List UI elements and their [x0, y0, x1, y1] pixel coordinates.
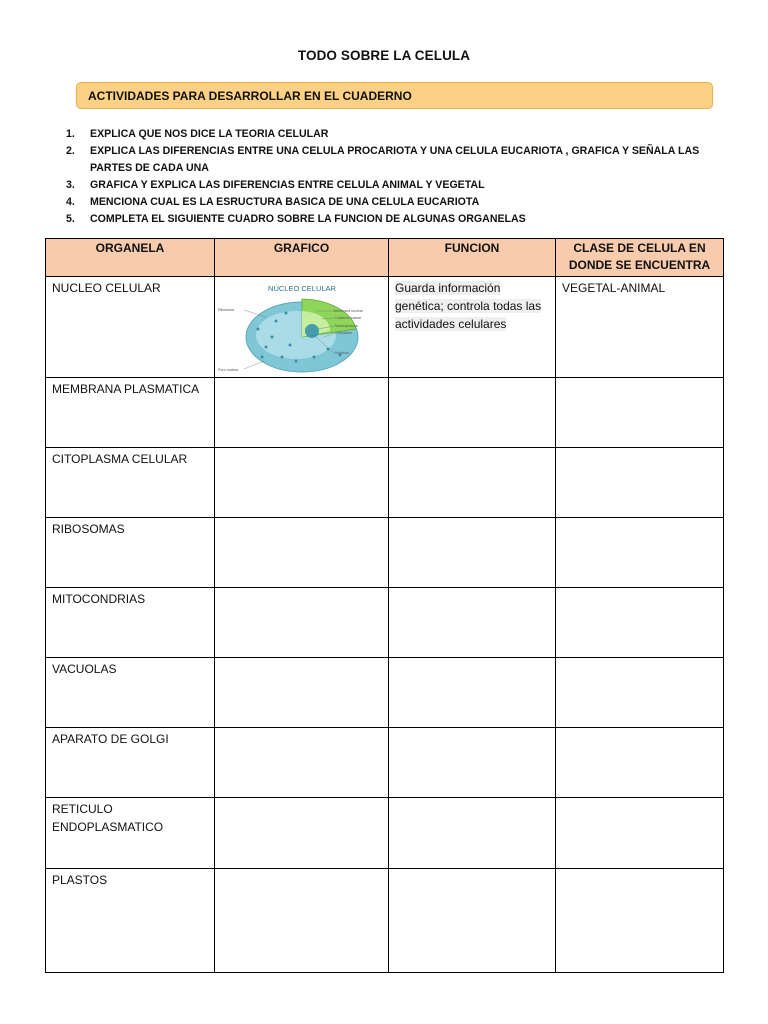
figure-label: Nucleoplasma	[334, 324, 358, 328]
item-text: EXPLICA QUE NOS DICE LA TEORIA CELULAR	[90, 128, 329, 140]
cell-funcion	[389, 588, 556, 658]
cell-funcion	[389, 728, 556, 798]
list-item	[66, 143, 726, 177]
nucleus-illustration	[216, 277, 388, 376]
figure-label: Cubierta nuclear	[334, 316, 361, 320]
activities-list	[66, 126, 726, 228]
item-number: 4.	[66, 196, 75, 208]
list-item	[66, 194, 726, 211]
cell-funcion	[389, 277, 556, 378]
cell-funcion	[389, 518, 556, 588]
item-text: MENCIONA CUAL ES LA ESRUCTURA BASICA DE UNA CELULA EUCARIOTA	[90, 196, 480, 208]
cell-organela: CITOPLASMA CELULAR	[46, 448, 215, 518]
list-item	[66, 211, 726, 228]
cell-funcion	[389, 869, 556, 973]
cell-grafico	[215, 798, 389, 869]
cell-grafico	[215, 277, 389, 378]
item-number: 2.	[66, 145, 75, 157]
item-number: 3.	[66, 179, 75, 191]
cell-grafico	[215, 658, 389, 728]
item-text: COMPLETA EL SIGUIENTE CUADRO SOBRE LA FUNCION DE ALGUNAS ORGANELAS	[90, 213, 526, 225]
cell-funcion	[389, 378, 556, 448]
item-text: GRAFICA Y EXPLICA LAS DIFERENCIAS ENTRE CELULA ANIMAL Y VEGETAL	[90, 179, 485, 191]
cell-organela: MEMBRANA PLASMATICA	[46, 378, 215, 448]
cell-clase	[556, 518, 724, 588]
figure-title: NÚCLEO CELULAR	[267, 284, 336, 293]
document-title: TODO SOBRE LA CELULA	[297, 48, 471, 63]
figure-label: Nucléolo	[334, 351, 349, 355]
cell-clase	[556, 658, 724, 728]
cell-organela: RETICULO ENDOPLASMATICO	[46, 798, 215, 869]
cell-clase	[556, 378, 724, 448]
cell-organela: PLASTOS	[46, 869, 215, 973]
cell-grafico	[215, 728, 389, 798]
cell-clase: VEGETAL-ANIMAL	[556, 277, 724, 378]
cell-grafico	[215, 869, 389, 973]
header-funcion: FUNCION	[389, 239, 556, 277]
table-row	[46, 448, 724, 518]
list-item	[66, 177, 726, 194]
cell-grafico	[215, 588, 389, 658]
table-row	[46, 378, 724, 448]
cell-clase	[556, 448, 724, 518]
header-organela: ORGANELA	[46, 239, 215, 277]
table-row	[46, 277, 724, 378]
table-row	[46, 798, 724, 869]
cell-organela: NUCLEO CELULAR	[46, 277, 215, 378]
organelle-table	[45, 238, 724, 973]
table-header-row	[46, 239, 724, 277]
cell-organela: MITOCONDRIAS	[46, 588, 215, 658]
cell-clase	[556, 869, 724, 973]
header-grafico: GRAFICO	[215, 239, 389, 277]
item-number: 1.	[66, 128, 75, 140]
table-row	[46, 658, 724, 728]
table-row	[46, 869, 724, 973]
list-item	[66, 126, 726, 143]
figure-label: Poro nuclear	[217, 368, 238, 372]
table-row	[46, 728, 724, 798]
cell-clase	[556, 728, 724, 798]
cell-grafico	[215, 448, 389, 518]
table-row	[46, 588, 724, 658]
cell-clase	[556, 588, 724, 658]
item-number: 5.	[66, 213, 75, 225]
item-text: EXPLICA LAS DIFERENCIAS ENTRE UNA CELULA PROCARIOTA Y UNA CELULA EUCARIOTA , GRAFICA Y SEÑALA LAS PARTES DE CADA UNA	[90, 145, 700, 174]
activities-banner: ACTIVIDADES PARA DESARROLLAR EN EL CUADERNO	[76, 82, 713, 109]
figure-label: Ribosoma	[217, 308, 234, 312]
cell-funcion	[389, 798, 556, 869]
cell-funcion	[389, 658, 556, 728]
cell-organela: RIBOSOMAS	[46, 518, 215, 588]
table-row	[46, 518, 724, 588]
cell-organela: APARATO DE GOLGI	[46, 728, 215, 798]
cell-grafico	[215, 518, 389, 588]
cell-clase	[556, 798, 724, 869]
cell-funcion	[389, 448, 556, 518]
cell-grafico	[215, 378, 389, 448]
funcion-text: Guarda información genética; controla todas las actividades celulares	[395, 281, 542, 331]
figure-label: Membrana nuclear	[332, 309, 363, 313]
header-clase: CLASE DE CELULA EN DONDE SE ENCUENTRA	[556, 239, 724, 277]
figure-label: Cromatina	[334, 331, 352, 335]
cell-organela: VACUOLAS	[46, 658, 215, 728]
